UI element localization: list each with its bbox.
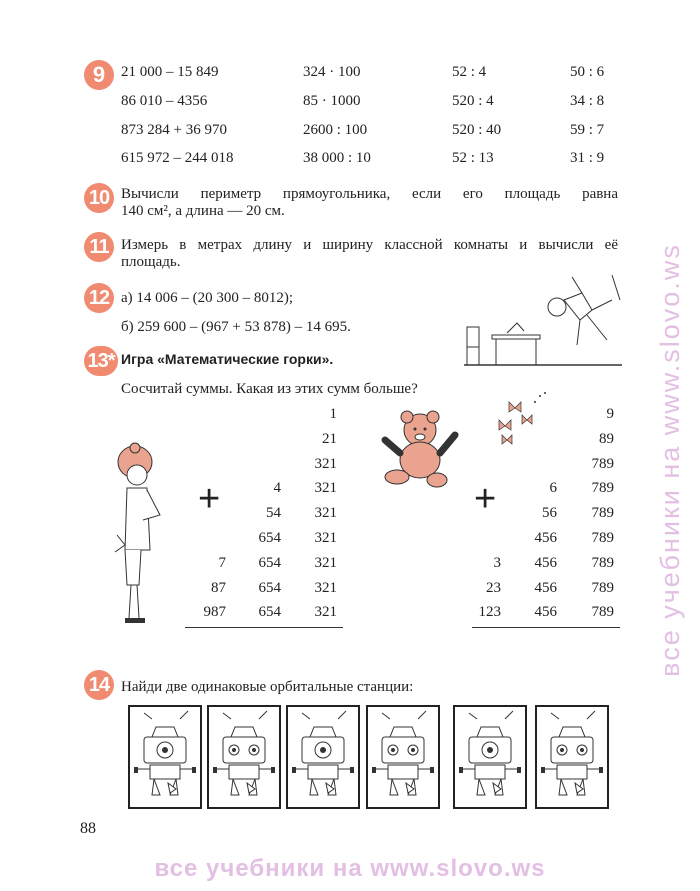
sum-term-cell: 654	[258, 579, 281, 596]
exercise-9-expression: 52 : 13	[452, 150, 494, 166]
sum-term-cell: 54	[266, 505, 281, 522]
orbital-station-icon	[209, 707, 279, 807]
sum-term-cell: 321	[314, 579, 337, 596]
sum-term-cell: 789	[591, 554, 614, 571]
exercise-9-expression: 615 972 – 244 018	[121, 150, 234, 166]
sum-term-cell: 21	[322, 430, 337, 447]
exercise-9-expression: 520 : 40	[452, 122, 502, 138]
sum-term-cell: 789	[591, 604, 614, 621]
exercise-9-expression: 59 : 7	[570, 122, 605, 138]
orbital-station-icon	[537, 707, 607, 807]
sum-term-cell: 987	[203, 604, 226, 621]
right-sum-underline	[472, 627, 620, 628]
orbital-station-frame[interactable]	[128, 705, 202, 809]
watermark-side: все учебники на www.slovo.ws	[655, 243, 685, 677]
exercise-12-part-a: а) 14 006 – (20 300 – 8012);	[121, 290, 294, 306]
orbital-station-icon	[455, 707, 525, 807]
orbital-station-frame[interactable]	[453, 705, 527, 809]
orbital-station-icon	[368, 707, 438, 807]
left-sum-underline	[185, 627, 343, 628]
sum-term-cell: 7	[218, 554, 226, 571]
right-plus-sign: +	[474, 478, 497, 520]
orbital-station-frame[interactable]	[286, 705, 360, 809]
orbital-station-icon	[288, 707, 358, 807]
sum-term-cell: 456	[534, 579, 557, 596]
exercise-9-expression: 85 · 1000	[303, 93, 361, 109]
exercise-10-line2: 140 см², а длина — 20 см.	[121, 203, 285, 219]
orbital-station-icon	[130, 707, 200, 807]
orbital-station-frame[interactable]	[535, 705, 609, 809]
sum-term-cell: 654	[258, 554, 281, 571]
exercise-number-badge: 14	[84, 670, 114, 700]
exercise-9-expression: 324 · 100	[303, 64, 361, 80]
exercise-number-badge: 9	[84, 60, 114, 90]
exercise-9-expression: 21 000 – 15 849	[121, 64, 219, 80]
sum-term-cell: 789	[591, 579, 614, 596]
sum-term-cell: 89	[599, 430, 614, 447]
watermark-bottom: все учебники на www.slovo.ws	[154, 855, 546, 882]
sum-term-cell: 3	[493, 554, 501, 571]
exercise-12-part-b: б) 259 600 – (967 + 53 878) – 14 695.	[121, 319, 351, 335]
sum-term-cell: 456	[534, 554, 557, 571]
exercise-9-expression: 52 : 4	[452, 64, 487, 80]
boy-jumping-illustration	[462, 265, 627, 370]
exercise-9-expression: 873 284 + 36 970	[121, 122, 227, 138]
exercise-9-expression: 38 000 : 10	[303, 150, 371, 166]
sum-term-cell: 321	[314, 604, 337, 621]
exercise-10-text	[121, 186, 618, 220]
sum-term-cell: 789	[591, 455, 614, 472]
exercise-number-badge: 10	[84, 183, 114, 213]
exercise-9-expression: 50 : 6	[570, 64, 605, 80]
sum-term-cell: 456	[534, 530, 557, 546]
exercise-9-expression: 31 : 9	[570, 150, 605, 166]
exercise-14-text: Найди две одинаковые орбитальные станции:	[121, 679, 414, 695]
butterflies-illustration	[495, 388, 555, 448]
sum-term-cell: 321	[314, 480, 337, 497]
sum-term-cell: 9	[606, 406, 614, 422]
exercise-9-expression: 520 : 4	[452, 93, 494, 109]
teddy-bear-illustration	[375, 405, 465, 490]
sum-term-cell: 6	[549, 480, 557, 497]
sum-term-cell: 4	[273, 480, 281, 497]
page-number: 88	[80, 820, 96, 837]
sum-term-cell: 456	[534, 604, 557, 621]
sum-term-cell: 321	[314, 455, 337, 472]
exercise-number-badge: 11	[84, 232, 114, 262]
exercise-13-question: Сосчитай суммы. Какая из этих сумм больше?	[121, 381, 418, 397]
exercise-9-expression: 2600 : 100	[303, 122, 368, 138]
exercise-number-badge: 12	[84, 283, 114, 313]
left-plus-sign: +	[198, 478, 221, 520]
sum-term-cell: 321	[314, 505, 337, 522]
orbital-station-frame[interactable]	[207, 705, 281, 809]
exercise-number-badge: 13*	[84, 346, 118, 376]
sum-term-cell: 23	[486, 579, 501, 596]
sum-term-cell: 789	[591, 505, 614, 522]
sum-term-cell: 789	[591, 480, 614, 497]
exercise-9-expression: 34 : 8	[570, 93, 605, 109]
sum-term-cell: 123	[478, 604, 501, 621]
sum-term-cell: 87	[211, 579, 226, 596]
sum-term-cell: 56	[542, 505, 557, 522]
sum-term-cell: 654	[258, 530, 281, 546]
sum-term-cell: 654	[258, 604, 281, 621]
exercise-13-title: Игра «Математические горки».	[121, 351, 334, 367]
boy-standing-illustration	[105, 440, 175, 635]
exercise-9-expression: 86 010 – 4356	[121, 93, 208, 109]
sum-term-cell: 789	[591, 530, 614, 546]
sum-term-cell: 321	[314, 554, 337, 571]
exercise-11-line1: Измерь в метрах длину и ширину классной комнаты и вычисли её	[121, 237, 618, 253]
sum-term-cell: 321	[314, 530, 337, 546]
exercise-11-line2: площадь.	[121, 254, 181, 270]
exercise-10-line1: Вычисли периметр прямоугольника, если его площадь равна	[121, 186, 618, 202]
orbital-station-frame[interactable]	[366, 705, 440, 809]
sum-term-cell: 1	[329, 406, 337, 422]
